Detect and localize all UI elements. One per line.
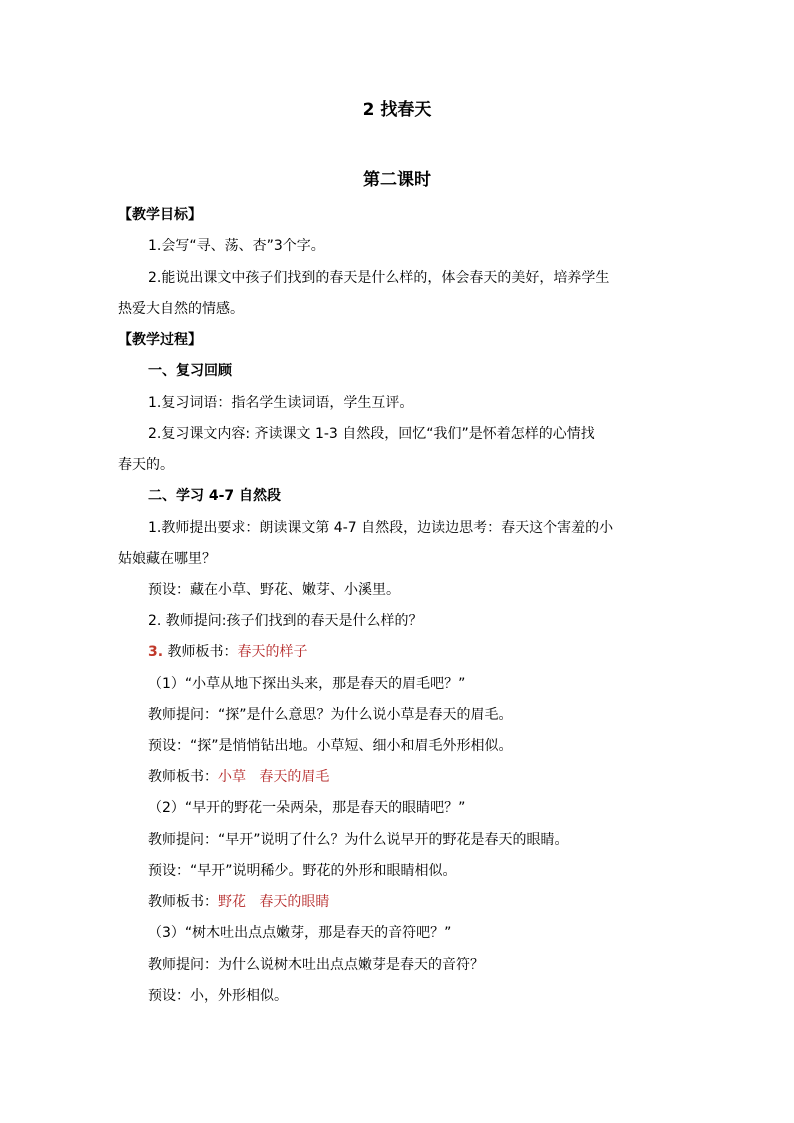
part-2-board-value: 野花 春天的眼睛 <box>218 894 330 910</box>
lesson-subtitle: 第二课时 <box>363 170 431 190</box>
study-item-2: 2. 教师提问:孩子们找到的春天是什么样的？ <box>148 613 423 629</box>
step-3-label: 教师板书： <box>167 644 238 660</box>
review-item-1: 1.复习词语：指名学生读词语，学生互评。 <box>148 395 414 411</box>
part-1-quote: （1）“小草从地下探出头来，那是春天的眉毛吧？” <box>148 676 466 692</box>
part-2-board-label: 教师板书： <box>148 894 218 910</box>
part-2-preset: 预设：“早开”说明稀少。野花的外形和眼睛相似。 <box>148 863 457 879</box>
step-3-number: 3. <box>148 644 164 660</box>
part-3-question: 教师提问：为什么说树木吐出点点嫩芽是春天的音符？ <box>148 957 484 973</box>
part-1-board-value: 小草 春天的眉毛 <box>218 769 330 785</box>
part-1-preset: 预设：“探”是悄悄钻出地。小草短、细小和眉毛外形相似。 <box>148 738 513 754</box>
goals-heading: 【教学目标】 <box>118 207 202 223</box>
review-item-2-cont: 春天的。 <box>118 457 174 473</box>
study-item-1-cont: 姑娘藏在哪里？ <box>118 551 216 567</box>
process-heading: 【教学过程】 <box>118 332 202 348</box>
part-1-board <box>148 767 329 787</box>
goal-item-2: 2.能说出课文中孩子们找到的春天是什么样的，体会春天的美好，培养学生 <box>148 270 610 286</box>
part-1-board-label: 教师板书： <box>148 769 218 785</box>
part-2-quote: （2）“早开的野花一朵两朵，那是春天的眼睛吧？” <box>148 800 466 816</box>
study-item-3 <box>148 642 308 662</box>
page-title: 2 找春天 <box>362 100 432 120</box>
part-3-preset: 预设：小，外形相似。 <box>148 988 288 1004</box>
part-3-quote: （3）“树木吐出点点嫩芽，那是春天的音符吧？” <box>148 925 452 941</box>
part-1-question: 教师提问：“探”是什么意思？为什么说小草是春天的眉毛。 <box>148 707 513 723</box>
step-3-board-text: 春天的样子 <box>237 644 308 660</box>
study-item-1: 1.教师提出要求：朗读课文第 4-7 自然段，边读边思考：春天这个害羞的小 <box>148 520 614 536</box>
study-heading: 二、学习 4-7 自然段 <box>148 488 282 504</box>
part-2-board <box>148 892 329 912</box>
review-heading: 一、复习回顾 <box>148 363 232 379</box>
review-item-2: 2.复习课文内容: 齐读课文 1-3 自然段，回忆“我们”是怀着怎样的心情找 <box>148 426 595 442</box>
goal-item-2-cont: 热爱大自然的情感。 <box>118 301 244 317</box>
study-preset-1: 预设：藏在小草、野花、嫩芽、小溪里。 <box>148 582 400 598</box>
part-2-question: 教师提问：“早开”说明了什么？为什么说早开的野花是春天的眼睛。 <box>148 832 569 848</box>
goal-item-1: 1.会写“寻、荡、杏”3个字。 <box>148 238 325 254</box>
